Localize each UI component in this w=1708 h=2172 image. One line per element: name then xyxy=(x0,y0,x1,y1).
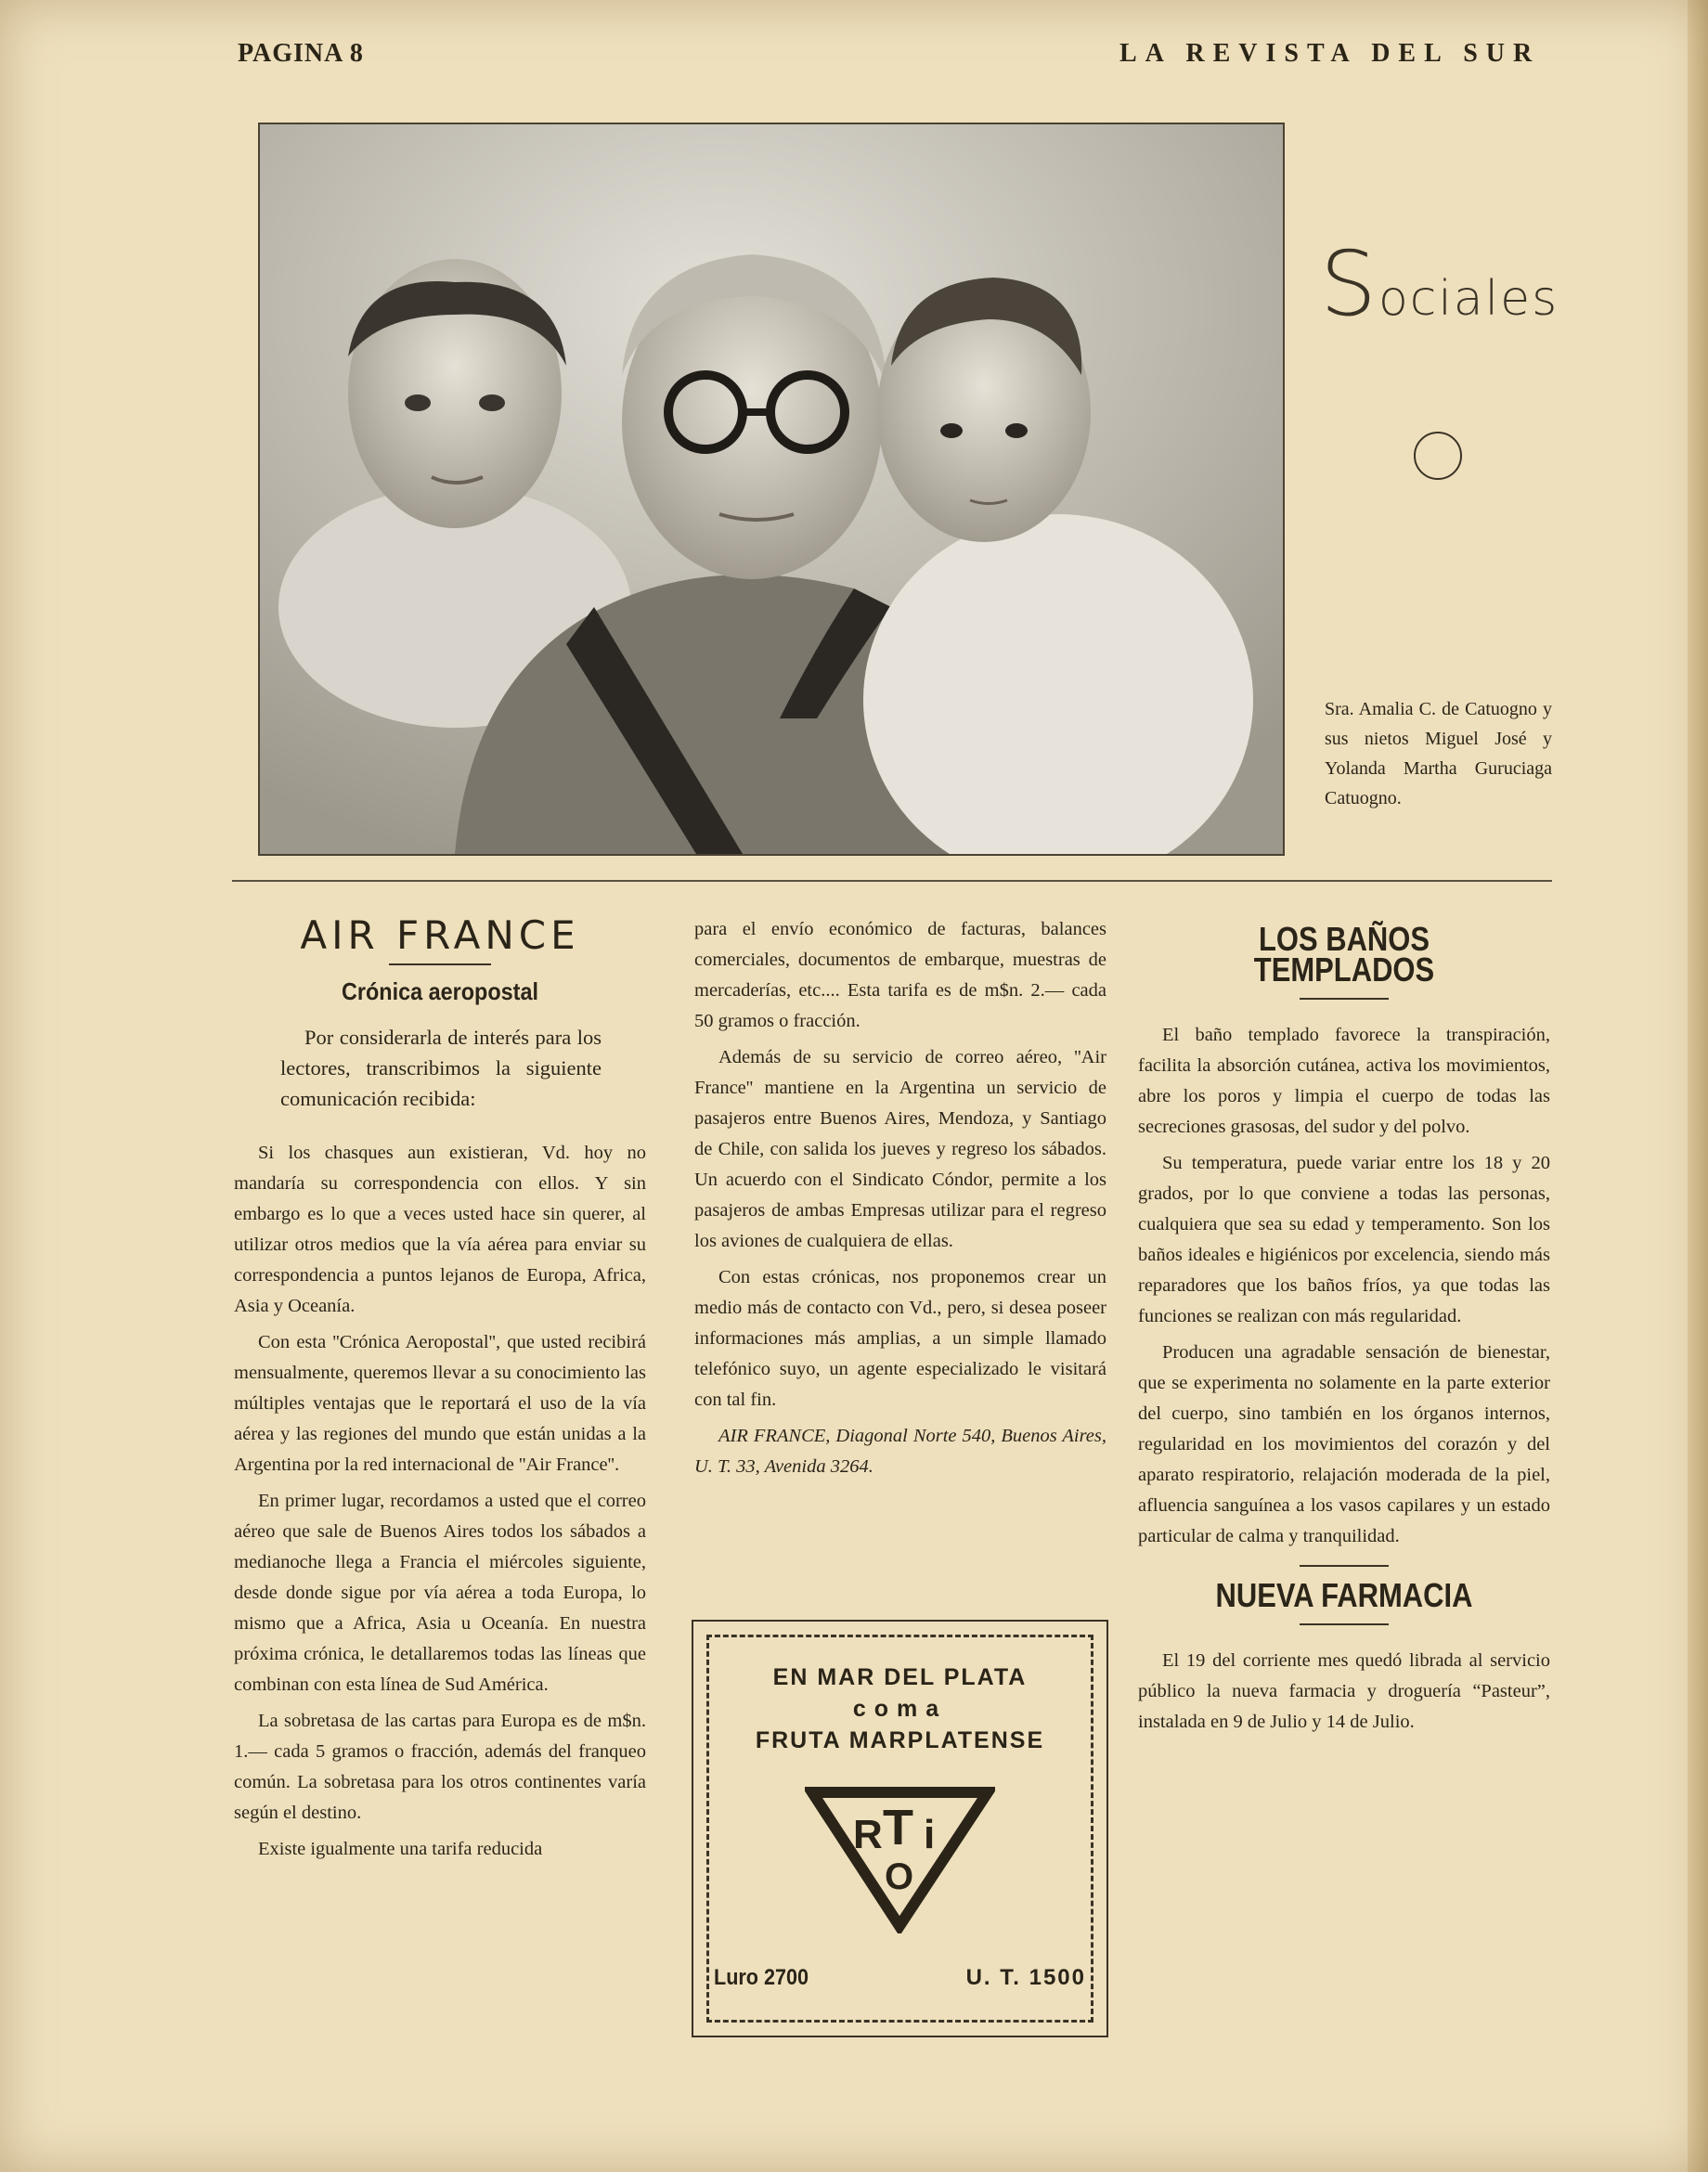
article-paragraph: El 19 del corriente mes quedó librada al servicio público la nueva farmacia y droguería “Pasteur”, instalada en 9 de Julio y 14 de Julio. xyxy=(1138,1650,1550,1732)
section-rule xyxy=(1300,1565,1389,1567)
circle-ornament xyxy=(1414,432,1462,480)
ad-brand: FRUTA MARPLATENSE xyxy=(755,1727,1045,1753)
air-france-column xyxy=(234,914,646,1865)
article-paragraph: para el envío económico de facturas, balances comerciales, documentos de embarque, muestras de mercaderías, etc.... Esta tarifa es de m$n. 2.— cada 50 gramos o fracción. xyxy=(694,919,1106,1031)
rtio-logo-icon xyxy=(805,1785,995,1933)
air-france-title: AIR FRANCE xyxy=(300,912,580,958)
title-rule xyxy=(1300,1623,1389,1625)
logo-letter-r: R xyxy=(853,1812,883,1857)
logo-letter-o: O xyxy=(885,1856,914,1897)
photo-caption: Sra. Amalia C. de Catuogno y sus nietos Miguel José y Yolanda Martha Guruciaga Catuogno. xyxy=(1325,699,1552,808)
article-paragraph: En primer lugar, recordamos a usted que el correo aéreo que sale de Buenos Aires todos los sábados a medianoche llega a Francia el miércoles siguiente, desde donde sigue por vía aérea a toda Europa, lo mismo que a Africa, Asia u Oceanía. En nuestra próxima crónica, le detallaremos todas las líneas que combinan con esta línea de Sud América. xyxy=(234,1491,646,1695)
health-column xyxy=(1138,914,1550,1738)
page-number: PAGINA 8 xyxy=(238,39,364,68)
sociales-initial: S xyxy=(1320,232,1378,336)
air-france-subtitle: Crónica aeropostal xyxy=(342,977,538,1005)
article-paragraph: Con estas crónicas, nos proponemos crear un medio más de contacto con Vd., pero, si desea poseer informaciones más amplias, a un simple llamado telefónico suyo, un agente especializado le visitará con tal fin. xyxy=(694,1267,1106,1410)
page-fold xyxy=(1688,0,1708,2172)
ad-address: Luro 2700 xyxy=(714,1965,809,1990)
air-france-continued-column xyxy=(694,914,1106,1482)
title-rule xyxy=(1300,998,1389,1000)
article-paragraph: Con esta ''Crónica Aeropostal'', que usted recibirá mensualmente, queremos llevar a su conocimiento las múltiples ventajas que le reportará el uso de la vía aérea y las regiones del mundo que están unidas a la Argentina por la red internacional de ''Air France''. xyxy=(234,1332,646,1475)
article-paragraph: Producen una agradable sensación de bienestar, que se experimenta no solamente en la parte exterior del cuerpo, sino también en los órganos internos, regularidad en los movimientos del corazón y del aparato respiratorio, relajación moderada de la piel, afluencia sanguínea a los vasos capilares y un estado particular de calma y tranquilidad. xyxy=(1138,1342,1550,1546)
logo-letter-t: T xyxy=(883,1800,913,1855)
section-divider xyxy=(232,880,1552,882)
section-heading-sociales xyxy=(1320,232,1559,336)
article-paragraph: Además de su servicio de correo aéreo, ''Air France'' mantiene en la Argentina un servicio de pasajeros entre Buenos Aires, Mendoza, y Santiago de Chile, con salida los jueves y regreso los sábados. Un acuerdo con el Sindicato Cóndor, permite a los pasajeros de ambas Empresas utilizar para el regreso los aviones de cualquiera de ellas. xyxy=(694,1047,1106,1251)
banos-title: LOS BAÑOS TEMPLADOS xyxy=(1253,920,1435,989)
intro-text: Por considerarla de interés para los lectores, transcribimos la siguiente comunicación recibida: xyxy=(280,1026,602,1110)
article-paragraph: Si los chasques aun existieran, Vd. hoy no mandaría su correspondencia con ellos. Y sin embargo es lo que a veces usted hace sin querer, al utilizar otros medios que la vía aérea para enviar su correspondencia a puntos lejanos de Europa, Africa, Asia y Oceanía. xyxy=(234,1143,646,1316)
ad-connector: coma xyxy=(852,1696,948,1722)
air-france-intro xyxy=(234,1022,646,1114)
article-paragraph: Su temperatura, puede variar entre los 18 y 20 grados, por lo que conviene a todas las personas, cualquiera que sea su edad y temperamento. Son los baños ideales e higiénicos por excelencia, siendo más reparadores que los baños fríos, ya que todas las funciones se realizan con más regularidad. xyxy=(1138,1153,1550,1326)
fruta-marplatense-ad xyxy=(692,1620,1108,2037)
article-signature: AIR FRANCE, Diagonal Norte 540, Buenos Aires, U. T. 33, Avenida 3264. xyxy=(694,1426,1106,1477)
article-paragraph: La sobretasa de las cartas para Europa es de m$n. 1.— cada 5 gramos o fracción, además del franqueo común. La sobretasa para los otros continentes varía según el destino. xyxy=(234,1711,646,1823)
logo-letter-i: i xyxy=(924,1812,936,1857)
article-paragraph: El baño templado favorece la transpiración, facilita la absorción cutánea, activa los movimientos, abre los poros y limpia el cuerpo de todas las secreciones grasosas, del sudor y del polvo. xyxy=(1138,1025,1550,1137)
title-rule xyxy=(389,963,491,965)
ad-headline: EN MAR DEL PLATA xyxy=(772,1664,1028,1690)
sociales-rest: ociales xyxy=(1378,271,1559,327)
farmacia-title: NUEVA FARMACIA xyxy=(1215,1576,1473,1614)
family-photo xyxy=(258,123,1285,856)
magazine-title: LA REVISTA DEL SUR xyxy=(1119,39,1541,68)
article-paragraph: Existe igualmente una tarifa reducida xyxy=(258,1839,543,1859)
ad-phone: U. T. 1500 xyxy=(965,1965,1086,1990)
